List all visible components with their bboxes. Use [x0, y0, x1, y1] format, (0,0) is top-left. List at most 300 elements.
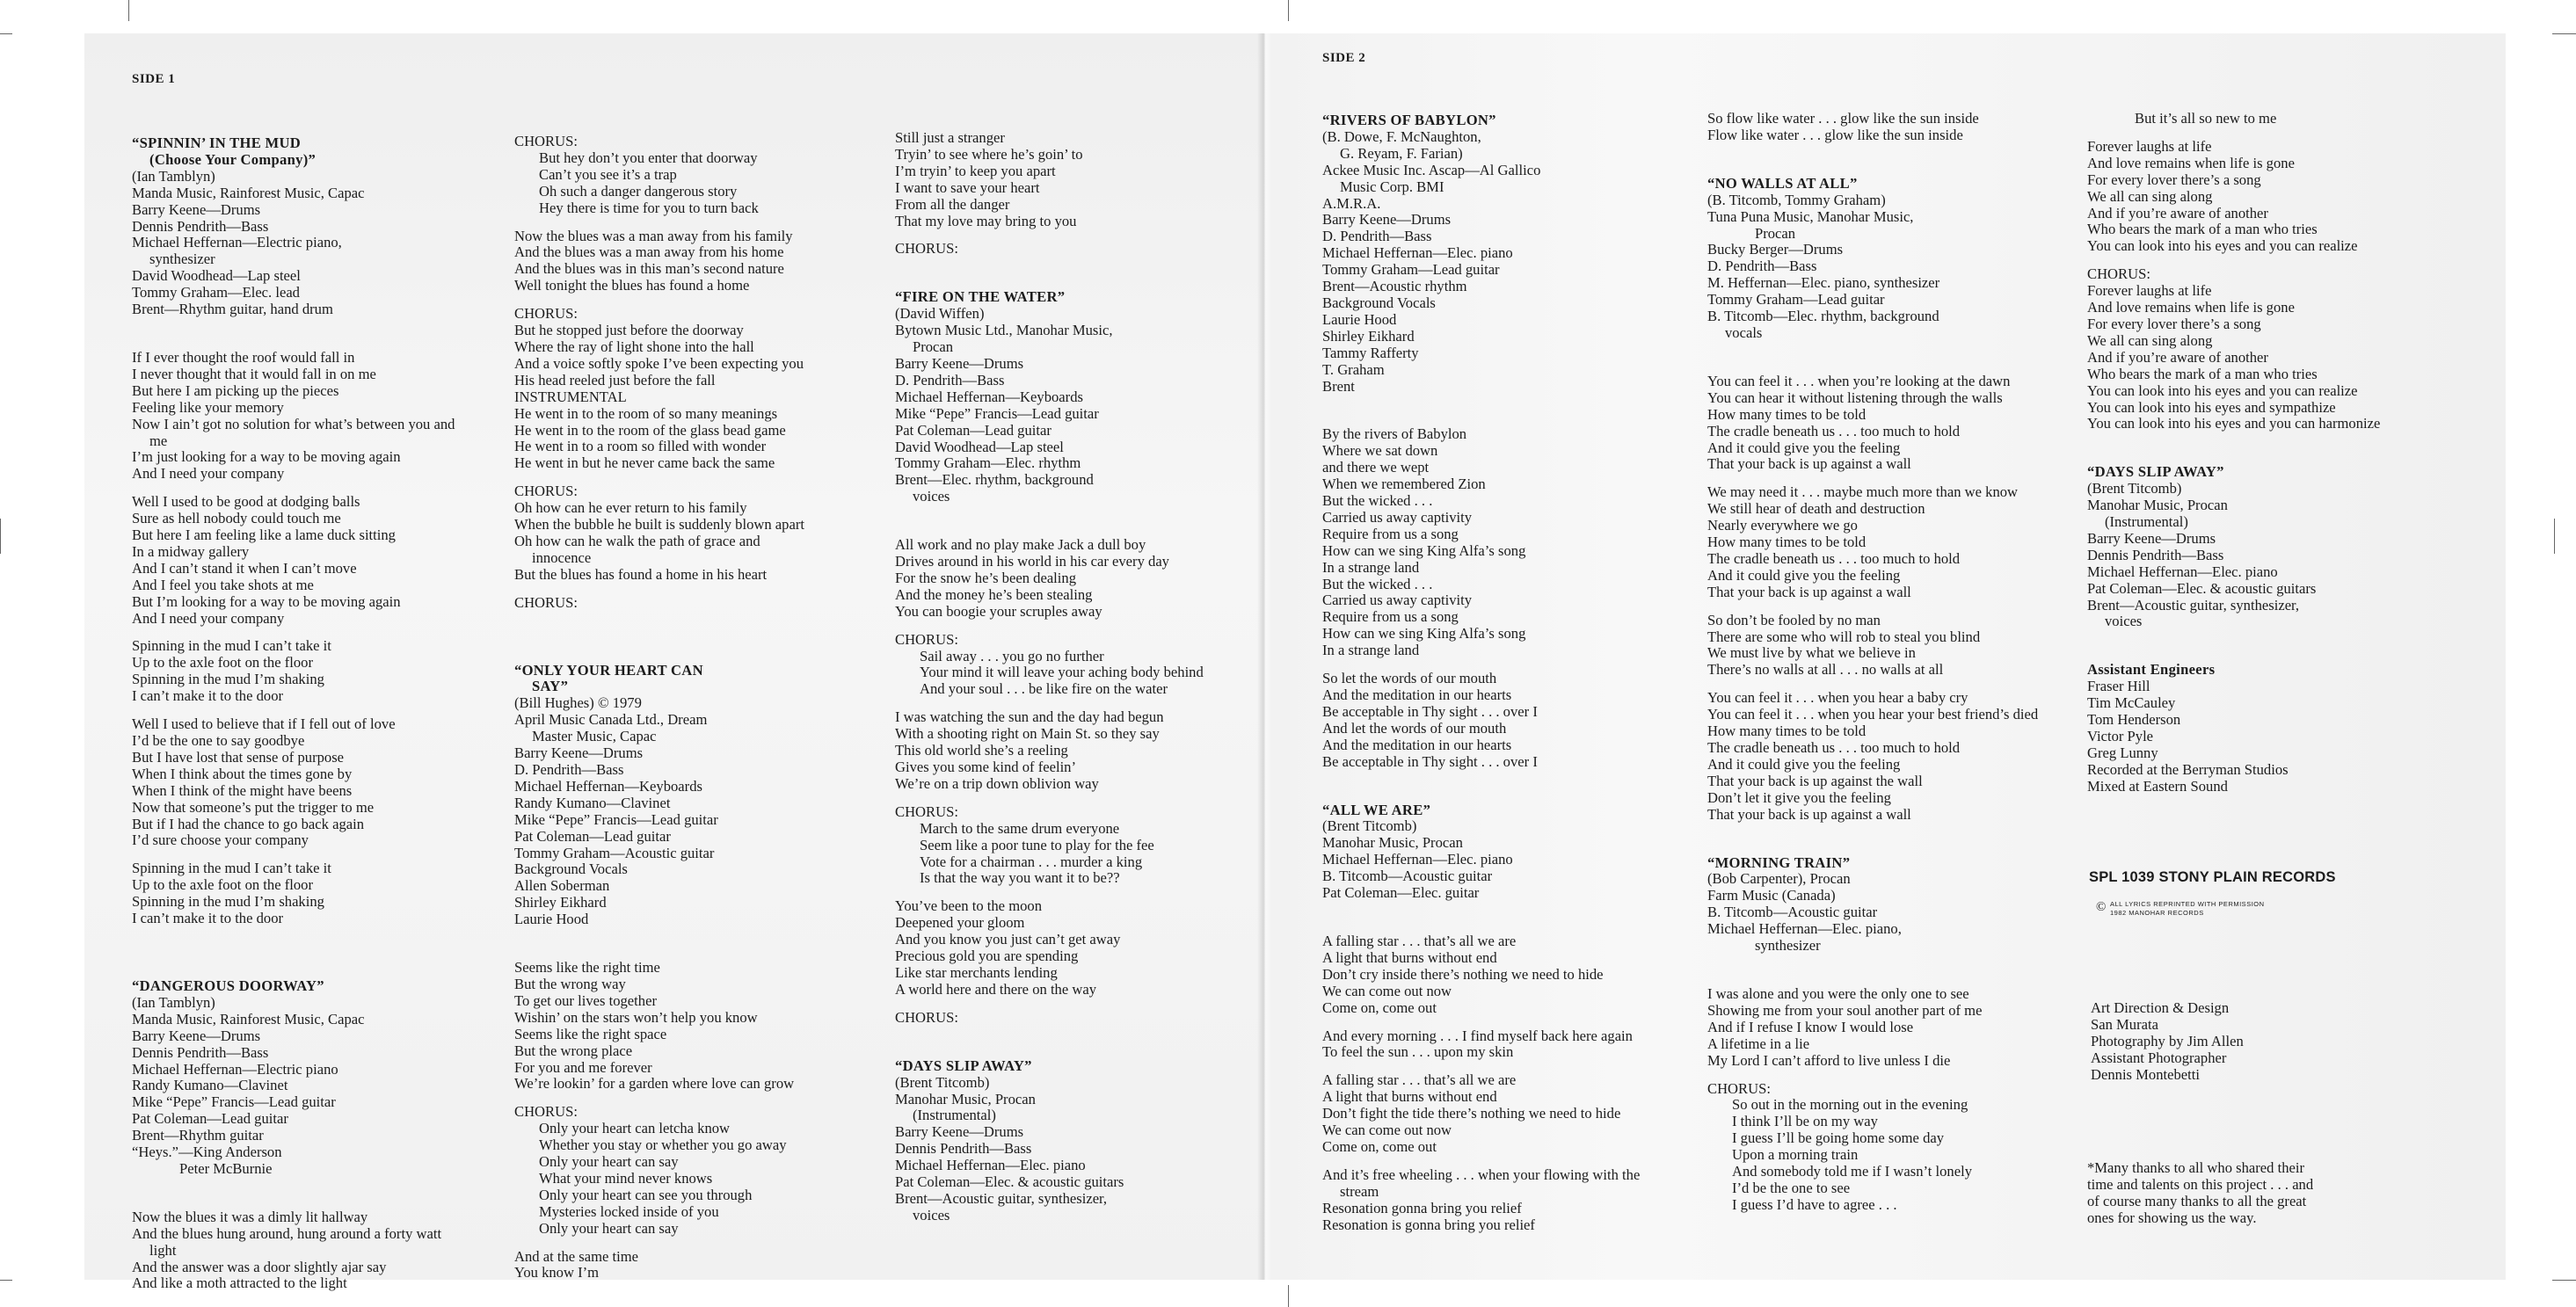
text-line: Photography by Jim Allen [2091, 1032, 2244, 1049]
text-line: But it’s all so new to me [2135, 110, 2277, 127]
text-line: Barry Keene—Drums [514, 744, 644, 762]
text-line: He went in but he never came back the same [514, 454, 775, 472]
text-line: And if you’re aware of another [2087, 204, 2268, 221]
spacer [514, 612, 804, 663]
catalog-number: SPL 1039 STONY PLAIN RECORDS [2089, 869, 2336, 885]
text-line: I want to save your heart [895, 178, 1040, 196]
text-line: Manda Music, Rainforest Music, Capac [132, 1010, 365, 1027]
text-line: A light that burns without end [1322, 1088, 1497, 1106]
crop-mark [0, 1280, 12, 1281]
text-line: And it could give you the feeling [1707, 755, 1901, 773]
text-line: Allen Soberman [514, 877, 610, 895]
text-line: innocence [532, 548, 592, 566]
text-line: INSTRUMENTAL [514, 388, 627, 405]
text-line: We must live by what we believe in [1707, 644, 1916, 662]
text-line: To feel the sun . . . upon my skin [1322, 1043, 1514, 1061]
spacer [895, 998, 1204, 1010]
text-line: Who bears the mark of a man who tries [2087, 221, 2318, 238]
text-line: My Lord I can’t afford to live unless I die [1707, 1051, 1951, 1069]
text-line: There are some who will rob to steal you blind [1707, 628, 1981, 645]
text-line: Michael Heffernan—Electric piano, [132, 234, 342, 251]
text-line: and there we wept [1322, 459, 1430, 476]
text-line: Well I used to believe that if I fell out of love [132, 715, 396, 733]
text-line: And the blues hung around, hung around a forty watt [132, 1224, 442, 1242]
text-line: Hey there is time for you to turn back [539, 199, 759, 216]
text-line: Carried us away captivity [1322, 592, 1473, 609]
text-line: G. Reyam, F. Farian) [1340, 144, 1463, 162]
lyrics-column-1 [132, 135, 455, 1292]
section-title: “DAYS SLIP AWAY” [2087, 463, 2224, 481]
text-line: ones for showing us the way. [2087, 1209, 2257, 1226]
text-line: You can boogie your scruples away [895, 602, 1102, 620]
text-line: He went in to the room of so many meanings [514, 404, 778, 422]
spacer [895, 1027, 1204, 1058]
text-line: In a strange land [1322, 642, 1420, 659]
text-line: I guess I’d have to agree . . . [1732, 1195, 1897, 1213]
text-line: Laurie Hood [514, 911, 589, 928]
text-line: (Instrumental) [2105, 513, 2188, 531]
text-line: His head reeled just before the fall [514, 371, 716, 388]
text-line: San Murata [2091, 1015, 2158, 1033]
spacer [1322, 1156, 1640, 1167]
text-line: Procan [913, 338, 954, 356]
text-line: How many times to be told [1707, 722, 1867, 740]
text-line: D. Pendrith—Bass [895, 371, 1005, 388]
crop-mark [2552, 1280, 2576, 1281]
text-line: Like star merchants lending [895, 963, 1058, 981]
text-line: D. Pendrith—Bass [1707, 258, 1817, 275]
text-line: And you know you just can’t get away [895, 931, 1121, 948]
text-line: Where we sat down [1322, 442, 1438, 460]
text-line: Tommy Graham—Lead guitar [1322, 261, 1500, 279]
text-line: Art Direction & Design [2091, 999, 2230, 1016]
text-line: But I’m looking for a way to be moving again [132, 592, 401, 610]
text-line: You can feel it . . . when you’re looking at the dawn [1707, 372, 2011, 389]
text-line: synthesizer [1755, 937, 1821, 955]
copyright-notice-line-2: 1982 MANOHAR RECORDS [2110, 909, 2204, 917]
text-line: I guess I’ll be going home some day [1732, 1129, 1945, 1147]
text-line: This old world she’s a reeling [895, 742, 1068, 759]
text-line: Vote for a chairman . . . murder a king [920, 853, 1143, 870]
text-line: You know I’m [514, 1264, 600, 1282]
text-line: Spinning in the mud I’m shaking [132, 671, 324, 688]
section-title: “MORNING TRAIN” [1707, 853, 1851, 871]
text-line: I was watching the sun and the day had begun [895, 708, 1164, 726]
text-line: B. Titcomb—Elec. rhythm, background [1707, 308, 1939, 325]
text-line: Dennis Pendrith—Bass [132, 217, 269, 235]
text-line: Background Vocals [1322, 294, 1436, 311]
text-line: Seem like a poor tune to play for the fee [920, 836, 1154, 853]
spacer [1707, 824, 2038, 855]
spacer [1707, 342, 2038, 374]
text-line: From all the danger [895, 195, 1010, 213]
text-line: B. Titcomb—Acoustic guitar [1322, 868, 1493, 885]
text-line: If I ever thought the roof would fall in [132, 348, 355, 366]
text-line: Only your heart can say [539, 1219, 679, 1237]
text-line: Farm Music (Canada) [1707, 887, 1836, 904]
text-line: Pat Coleman—Lead guitar [132, 1110, 288, 1128]
text-line: Be acceptable in Thy sight . . . over I [1322, 752, 1538, 770]
text-line: But the wicked . . . [1322, 492, 1433, 510]
crop-mark [1288, 1285, 1289, 1307]
text-line: of course many thanks to all the great [2087, 1192, 2307, 1209]
text-line: So flow like water . . . glow like the sun inside [1707, 110, 1979, 127]
text-line: Only your heart can say [539, 1153, 679, 1171]
text-line: And the meditation in our hearts [1322, 736, 1512, 753]
text-line: Michael Heffernan—Electric piano [132, 1060, 338, 1078]
text-line: And if you’re aware of another [2087, 348, 2268, 366]
text-line: CHORUS: [514, 305, 578, 323]
spacer [1322, 395, 1640, 426]
text-line: You can hear it without listening through the walls [1707, 388, 2003, 406]
text-line: Well I used to be good at dodging balls [132, 493, 360, 511]
text-line: Tommy Graham—Elec. lead [132, 284, 300, 301]
text-line: Deepened your gloom [895, 914, 1025, 932]
text-line: Michael Heffernan—Keyboards [514, 777, 702, 795]
text-line: Spinning in the mud I can’t take it [132, 860, 331, 877]
text-line: And love remains when life is gone [2087, 154, 2295, 171]
section-title: “DANGEROUS DOORWAY” [132, 977, 324, 994]
text-line: Only your heart can see you through [539, 1186, 753, 1203]
text-line: Barry Keene—Drums [2087, 529, 2216, 547]
text-line: And I need your company [132, 465, 285, 483]
text-line: stream [1340, 1182, 1379, 1200]
text-line: Michael Heffernan—Keyboards [895, 388, 1083, 405]
text-line: Be acceptable in Thy sight . . . over I [1322, 702, 1538, 720]
text-line: And your soul . . . be like fire on the water [920, 680, 1168, 698]
copyright-symbol: © [2096, 900, 2107, 914]
spacer [514, 217, 804, 229]
text-line: Drives around in his world in his car every day [895, 553, 1169, 570]
text-line: Brent [1322, 377, 1355, 395]
spacer [2087, 432, 2380, 464]
text-line: Seems like the right time [514, 959, 660, 977]
text-line: Forever laughs at life [2087, 282, 2212, 300]
text-line: Don’t let it give you the feeling [1707, 788, 1891, 806]
text-line: Don’t cry inside there’s nothing we need to hide [1322, 965, 1604, 983]
text-line: D. Pendrith—Bass [1322, 228, 1432, 245]
text-line: Tommy Graham—Lead guitar [1707, 291, 1885, 309]
text-line: CHORUS: [895, 240, 958, 258]
section-title: “NO WALLS AT ALL” [1707, 174, 1858, 192]
text-line: And I can’t stand it when I can’t move [132, 559, 357, 577]
text-line: We can come out now [1322, 1122, 1452, 1139]
section-title: Assistant Engineers [2087, 661, 2216, 679]
text-line: “Heys.”—King Anderson [132, 1144, 282, 1161]
copyright-notice-line-1: ALL LYRICS REPRINTED WITH PERMISSION [2110, 900, 2265, 908]
text-line: CHORUS: [895, 802, 958, 820]
text-line: Flow like water . . . glow like the sun inside [1707, 126, 1963, 143]
text-line: A falling star . . . that’s all we are [1322, 1071, 1517, 1089]
text-line: But the wicked . . . [1322, 575, 1433, 592]
thanks-note [2087, 1160, 2313, 1227]
text-line: And let the words of our mouth [1322, 719, 1507, 737]
text-line: Bytown Music Ltd., Manohar Music, [895, 322, 1113, 339]
crop-mark [1288, 0, 1289, 21]
text-line: CHORUS: [514, 133, 578, 149]
text-line: Barry Keene—Drums [132, 200, 261, 218]
text-line: Oh how can he walk the path of grace and [514, 532, 760, 549]
text-line: Sure as hell nobody could touch me [132, 510, 341, 527]
spacer [132, 318, 455, 350]
spacer [514, 584, 804, 595]
center-fold [1257, 33, 1271, 1280]
side-1-label: SIDE 1 [132, 72, 176, 86]
text-line: time and talents on this project . . . and [2087, 1175, 2314, 1193]
text-line: Forever laughs at life [2087, 137, 2212, 155]
text-line: We still hear of death and destruction [1707, 500, 1925, 518]
text-line: And the blues was in this man’s second nature [514, 260, 784, 278]
text-line: Wishin’ on the stars won’t help you know [514, 1008, 758, 1026]
text-line: And it could give you the feeling [1707, 566, 1901, 584]
text-line: But the blues has found a home in his heart [514, 565, 768, 583]
lyrics-column-6 [2087, 111, 2380, 795]
text-line: Music Corp. BMI [1340, 178, 1444, 195]
text-line: A lifetime in a lie [1707, 1035, 1810, 1052]
text-line: Michael Heffernan—Elec. piano, [1707, 920, 1902, 938]
text-line: And it’s free wheeling . . . when your flowing with the [1322, 1165, 1641, 1183]
text-line: March to the same drum everyone [920, 819, 1120, 837]
text-line: You’ve been to the moon [895, 897, 1042, 915]
section-title: “ONLY YOUR HEART CAN [514, 661, 703, 679]
text-line: There’s no walls at all . . . no walls at all [1707, 661, 1944, 679]
text-line: voices [913, 488, 950, 505]
text-line: Manohar Music, Procan [2087, 497, 2228, 514]
text-line: Tuna Puna Music, Manohar Music, [1707, 207, 1914, 225]
text-line: How can we sing King Alfa’s song [1322, 541, 1526, 559]
text-line: The cradle beneath us . . . too much to hold [1707, 739, 1961, 756]
text-line: That your back is up against the wall [1707, 772, 1923, 789]
text-line: Assistant Photographer [2091, 1049, 2227, 1066]
text-line: Dennis Montebetti [2091, 1065, 2200, 1083]
text-line: A light that burns without end [1322, 948, 1497, 966]
text-line: (B. Dowe, F. McNaughton, [1322, 127, 1481, 145]
text-line: Pat Coleman—Elec. & acoustic guitars [2087, 579, 2317, 597]
text-line: Mike “Pepe” Francis—Lead guitar [514, 810, 718, 828]
text-line: Procan [1755, 224, 1796, 242]
text-line: Feeling like your memory [132, 398, 284, 416]
text-line: Now I ain’t got no solution for what’s between you and [132, 415, 455, 432]
text-line: D. Pendrith—Bass [514, 761, 624, 778]
text-line: CHORUS: [2087, 265, 2150, 283]
text-line: I’d be the one to say goodbye [132, 732, 305, 749]
text-line: Manda Music, Rainforest Music, Capac [132, 184, 365, 201]
crop-mark [2552, 33, 2576, 34]
text-line: A world here and there on the way [895, 980, 1097, 998]
text-line: Shirley Eikhard [514, 894, 607, 911]
text-line: M. Heffernan—Elec. piano, synthesizer [1707, 274, 1940, 292]
text-line: CHORUS: [514, 593, 578, 611]
text-line: And if I refuse I know I would lose [1707, 1018, 1914, 1035]
text-line: Manohar Music, Procan [895, 1090, 1036, 1107]
text-line: We’re on a trip down oblivion way [895, 774, 1099, 792]
text-line: I’m tryin’ to keep you apart [895, 162, 1056, 179]
spacer [1322, 771, 1640, 802]
text-line: Pat Coleman—Lead guitar [895, 421, 1052, 439]
text-line: Up to the axle foot on the floor [132, 654, 313, 672]
text-line: Up to the axle foot on the floor [132, 876, 313, 894]
text-line: So let the words of our mouth [1322, 670, 1497, 687]
spacer [2087, 127, 2380, 139]
text-line: *Many thanks to all who shared their [2087, 1159, 2305, 1176]
spacer [2087, 630, 2380, 662]
text-line: me [149, 432, 168, 449]
text-line: Require from us a song [1322, 525, 1459, 542]
text-line: Victor Pyle [2087, 728, 2154, 744]
text-line: You can look into his eyes and you can harmonize [2087, 415, 2381, 432]
text-line: Now the blues it was a dimly lit hallway [132, 1208, 368, 1225]
text-line: (Brent Titcomb) [895, 1073, 990, 1091]
text-line: And it could give you the feeling [1707, 439, 1901, 456]
text-line: Pat Coleman—Elec. guitar [1322, 884, 1480, 902]
text-line: And the meditation in our hearts [1322, 686, 1512, 703]
crop-mark [0, 33, 12, 34]
spacer [1322, 1017, 1640, 1028]
text-line: A falling star . . . that’s all we are [1322, 932, 1517, 949]
text-line: That your back is up against a wall [1707, 455, 1911, 473]
text-line: But the wrong way [514, 975, 626, 992]
text-line: So out in the morning out in the evening [1732, 1096, 1968, 1114]
text-line: Peter McBurnie [179, 1159, 273, 1177]
text-line: Fraser Hill [2087, 678, 2150, 695]
crop-mark [0, 519, 1, 554]
text-line: Mixed at Eastern Sound [2087, 777, 2228, 795]
text-line: The cradle beneath us . . . too much to hold [1707, 549, 1961, 567]
text-line: I was alone and you were the only one to see [1707, 984, 1969, 1002]
text-line: Tommy Graham—Elec. rhythm [895, 454, 1081, 472]
text-line: Gives you some kind of feelin’ [895, 759, 1076, 775]
text-line: Tim McCauley [2087, 694, 2176, 712]
section-title: “ALL WE ARE” [1322, 801, 1431, 818]
text-line: Barry Keene—Drums [132, 1027, 261, 1044]
text-line: Laurie Hood [1322, 310, 1397, 328]
text-line: Michael Heffernan—Elec. piano [895, 1157, 1086, 1174]
text-line: How can we sing King Alfa’s song [1322, 625, 1526, 643]
text-line: Precious gold you are spending [895, 948, 1079, 965]
text-line: But here I am feeling like a lame duck sitting [132, 526, 396, 544]
text-line: Barry Keene—Drums [895, 1123, 1024, 1141]
text-line: When the bubble he built is suddenly blown apart [514, 516, 804, 534]
text-line: (Ian Tamblyn) [132, 167, 215, 185]
spacer [1707, 955, 2038, 986]
text-line: B. Titcomb—Acoustic guitar [1707, 904, 1878, 921]
text-line: Don’t fight the tide there’s nothing we need to hide [1322, 1105, 1621, 1122]
text-line: Come on, come out [1322, 1137, 1437, 1155]
text-line: Master Music, Capac [532, 728, 657, 745]
text-line: That your back is up against a wall [1707, 583, 1911, 600]
text-line: You can feel it . . . when you hear a baby cry [1707, 689, 1968, 707]
text-line: What your mind never knows [539, 1169, 713, 1187]
text-line: Michael Heffernan—Elec. piano [1322, 851, 1513, 868]
lyrics-column-5 [1707, 111, 2038, 1214]
text-line: I’d be the one to see [1732, 1179, 1851, 1196]
text-line: April Music Canada Ltd., Dream [514, 711, 708, 729]
text-line: Where the ray of light shone into the hall [514, 338, 754, 355]
text-line: Randy Kumano—Clavinet [514, 794, 671, 811]
section-title: SAY” [532, 678, 569, 695]
text-line: Brent—Rhythm guitar, hand drum [132, 301, 333, 318]
text-line: CHORUS: [514, 1103, 578, 1121]
text-line: (Brent Titcomb) [2087, 480, 2182, 497]
text-line: When I think about the times gone by [132, 765, 353, 782]
text-line: Whether you stay or whether you go away [539, 1136, 787, 1154]
text-line: The cradle beneath us . . . too much to hold [1707, 422, 1961, 439]
text-line: So don’t be fooled by no man [1707, 611, 1881, 628]
text-line: You can look into his eyes and sympathize [2087, 398, 2336, 416]
text-line: Tommy Graham—Acoustic guitar [514, 844, 715, 861]
spacer [895, 793, 1204, 804]
text-line: Dennis Pendrith—Bass [2087, 546, 2224, 563]
text-line: T. Graham [1322, 360, 1385, 378]
text-line: Sail away . . . you go no further [920, 647, 1104, 664]
text-line: Upon a morning train [1732, 1146, 1859, 1164]
text-line: synthesizer [149, 251, 215, 268]
text-line: Nearly everywhere we go [1707, 517, 1858, 534]
text-line: Barry Keene—Drums [1322, 211, 1452, 229]
lyrics-column-3 [895, 130, 1204, 1224]
text-line: When I think of the might have beens [132, 781, 353, 799]
text-line: Your mind it will leave your aching body behind [920, 664, 1204, 681]
text-line: And every morning . . . I find myself back here again [1322, 1027, 1633, 1044]
text-line: But here I am picking up the pieces [132, 381, 339, 399]
text-line: Mysteries locked inside of you [539, 1202, 719, 1220]
spacer [895, 258, 1204, 289]
text-line: Brent—Rhythm guitar [132, 1127, 264, 1144]
text-line: Mike “Pepe” Francis—Lead guitar [895, 404, 1099, 422]
text-line: Ackee Music Inc. Ascap—Al Gallico [1322, 161, 1541, 178]
text-line: Brent—Acoustic guitar, synthesizer, [2087, 596, 2300, 614]
text-line: Now that someone’s put the trigger to me [132, 798, 375, 816]
text-line: And love remains when life is gone [2087, 299, 2295, 316]
text-line: Michael Heffernan—Elec. piano [2087, 563, 2278, 580]
text-line: (Bob Carpenter), Procan [1707, 870, 1851, 888]
text-line: We all can sing along [2087, 187, 2213, 205]
text-line: (Bill Hughes) © 1979 [514, 694, 642, 712]
text-line: Resonation is gonna bring you relief [1322, 1216, 1535, 1233]
spacer [1707, 601, 2038, 613]
text-line: Greg Lunny [2087, 744, 2158, 761]
text-line: To get our lives together [514, 991, 657, 1009]
crop-mark [2554, 519, 2555, 554]
spacer [895, 505, 1204, 537]
text-line: David Woodhead—Lap steel [895, 438, 1064, 455]
text-line: But the wrong place [514, 1042, 633, 1059]
text-line: Pat Coleman—Elec. & acoustic guitars [895, 1173, 1124, 1191]
text-line: I’m just looking for a way to be moving again [132, 448, 401, 466]
spacer [132, 1178, 455, 1209]
text-line: You can look into his eyes and you can realize [2087, 237, 2358, 255]
text-line: Is that the way you want it to be?? [920, 869, 1120, 887]
text-line: CHORUS: [895, 630, 958, 648]
text-line: Brent—Elec. rhythm, background [895, 471, 1094, 489]
text-line: And somebody told me if I wasn’t lonely [1732, 1163, 1972, 1180]
text-line: David Woodhead—Lap steel [132, 267, 301, 285]
text-line: Showing me from your soul another part of me [1707, 1001, 1983, 1019]
text-line: light [149, 1241, 177, 1259]
spacer [514, 1238, 804, 1249]
text-line: But I have lost that sense of purpose [132, 748, 345, 766]
section-title: (Choose Your Company)” [149, 150, 317, 168]
spacer [132, 927, 455, 978]
text-line: Oh how can he ever return to his family [514, 499, 747, 517]
text-line: Resonation gonna bring you relief [1322, 1199, 1522, 1216]
text-line: Carried us away captivity [1322, 508, 1473, 526]
text-line: But hey don’t you enter that doorway [539, 149, 758, 166]
text-line: voices [913, 1206, 950, 1223]
crop-mark [128, 0, 129, 21]
text-line: I’d sure choose your company [132, 831, 309, 849]
text-line: Spinning in the mud I’m shaking [132, 893, 324, 911]
